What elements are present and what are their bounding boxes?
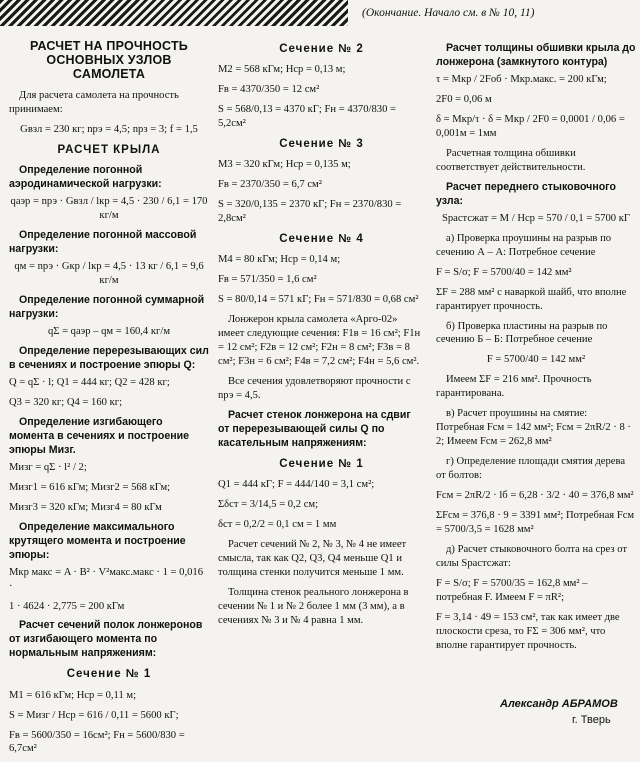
formula: Fв = 5600/350 = 16см²; Fн = 5600/830 = 6,7см² xyxy=(9,729,185,755)
paragraph: Расчет сечений № 2, № 3, № 4 не имеет смысла, так как Q2, Q3, Q4 меньше Q1 и толщина стенки получится меньше 1 мм. xyxy=(218,538,407,578)
formula: Fв = 4370/350 = 12 см² xyxy=(218,84,320,96)
intro-paragraph: Для расчета самолета на прочность принимаем: xyxy=(9,90,179,116)
formula: δ = Mкр/τ · δ = Mкр / 2F0 = 0,0001 / 0,06 = 0,001м = 1мм xyxy=(436,113,625,139)
formula: Fв = 2370/350 = 6,7 см² xyxy=(218,179,322,191)
subheading: Определение максимального крутящего момента и построение эпюры: xyxy=(9,520,186,561)
section-heading: Сечение № 2 xyxy=(279,43,364,55)
formula: F = S/σ; F = 5700/35 = 162,8 мм² – потребная F. Имеем F = πR²; xyxy=(436,578,588,603)
subheading: Расчет переднего стыковочного узла: xyxy=(436,180,616,207)
paragraph: г) Определение площади смятия дерева от болтов: xyxy=(436,456,626,482)
column-2 xyxy=(218,36,425,634)
formula: δст = 0,2/2 = 0,1 см = 1 мм xyxy=(218,519,337,530)
formula: Mкр макс = A · B² · V²макс.макс · 1 = 0,016 · xyxy=(9,566,204,592)
formula: F = 3,14 · 49 = 153 см², так как имеет две плоскости среза, то FΣ = 306 мм², что вполне гарантирует прочность. xyxy=(436,611,620,651)
formula: 1 · 4624 · 2,775 = 200 кГм xyxy=(9,600,125,612)
paragraph: Расчетная толщина обшивки соответствует действительности. xyxy=(436,147,586,173)
formula: qм = nрэ · Gкр / lкр = 4,5 · 13 кг / 6,1 = 9,6 кг/м xyxy=(14,261,204,287)
paragraph: Толщина стенок реального лонжерона в сечении № 1 и № 2 более 1 мм (3 мм), а в сечениях № 3 и № 4 равна 1 мм. xyxy=(218,586,409,626)
formula: Q3 = 320 кг; Q4 = 160 кг; xyxy=(9,396,123,408)
formula: ΣFсм = 376,8 · 9 = 3391 мм²; Потребная Fсм = 5700/3,5 = 1628 мм² xyxy=(436,510,635,536)
formula: Fв = 571/350 = 1,6 см² xyxy=(218,274,317,286)
section-heading: Сечение № 4 xyxy=(279,233,364,246)
subheading: Расчет сечений полок лонжеронов от изгибающего момента по нормальным напряжениям: xyxy=(9,619,203,660)
formula: M2 = 568 кГм; Hср = 0,13 м; xyxy=(218,64,346,76)
formula: S = 568/0,13 = 4370 кГ; Fн = 4370/830 = 5,2см² xyxy=(218,104,396,130)
subheading: Определение изгибающего момента в сечениях и построение эпюры Mизг. xyxy=(9,415,190,456)
formula: Fсм = 2πR/2 · lб = 6,28 · 3/2 · 40 = 376,8 мм² xyxy=(436,490,634,502)
formula: S = 80/0,14 = 571 кГ; Fн = 571/830 = 0,68 см² xyxy=(218,294,419,306)
subheading: Определение погонной массовой нагрузки: xyxy=(9,229,197,256)
section-heading: РАСЧЕТ КРЫЛА xyxy=(57,144,161,157)
formula: F = 5700/40 = 142 мм² xyxy=(486,354,586,366)
continuation-note: (Окончание. Начало см. в № 10, 11) xyxy=(362,7,535,19)
formula: M4 = 80 кГм; Hср = 0,14 м; xyxy=(218,254,341,266)
subheading: Расчет толщины обшивки крыла до лонжерона (замкнутого контура) xyxy=(436,42,636,68)
formula: Σδст = 3/14,5 = 0,2 см; xyxy=(218,499,319,511)
formula: F = S/σ; F = 5700/40 = 142 мм² xyxy=(436,266,572,278)
paragraph: Имеем ΣF = 216 мм². Прочность гарантирована. xyxy=(436,374,592,400)
formula: Gвзл = 230 кг; nрэ = 4,5; nрз = 3; f = 1,5 xyxy=(20,124,198,136)
subheading: Определение перерезывающих сил в сечениях и построение эпюры Q: xyxy=(9,344,209,371)
formula: Sрастсжат = M / Hср = 570 / 0,1 = 5700 кГ xyxy=(441,212,631,224)
section-heading: Сечение № 1 xyxy=(279,457,364,470)
author-city: г. Тверь xyxy=(572,714,611,726)
formula: M3 = 320 кГм; Hср = 0,135 м; xyxy=(218,159,351,171)
paragraph: а) Проверка проушины на разрыв по сечению А – А: Потребное сечение xyxy=(436,232,612,258)
formula: Q = qΣ · l; Q1 = 444 кг; Q2 = 428 кг; xyxy=(9,376,170,388)
paragraph: в) Расчет проушины на смятие: Потребная Fсм = 142 мм²; Fсм = 2πR/2 · 8 · 2; Имеем Fсм = 262,8 мм² xyxy=(436,408,631,448)
paragraph: д) Расчет стыковочного болта на срез от силы Sрастсжат: xyxy=(436,544,627,570)
formula: qаэр = nрэ · Gвзл / lкр = 4,5 · 230 / 6,1 = 170 кг/м xyxy=(10,196,208,222)
paragraph: Все сечения удовлетворяют прочности с nрэ = 4,5. xyxy=(218,376,411,402)
formula: Q1 = 444 кГ; F = 444/140 = 3,1 см²; xyxy=(218,479,375,491)
formula: S = Mизг / Hср = 616 / 0,11 = 5600 кГ; xyxy=(9,709,179,721)
author-name: Александр АБРАМОВ xyxy=(500,698,618,710)
formula: 2F0 = 0,06 м xyxy=(436,93,492,105)
subheading: Определение погонной суммарной нагрузки: xyxy=(9,294,205,321)
column-1 xyxy=(9,36,209,762)
article-title: РАСЧЕТ НА ПРОЧНОСТЬ ОСНОВНЫХ УЗЛОВ САМОЛЕТА xyxy=(30,39,188,81)
paragraph: Лонжерон крыла самолета «Арго-02» имеет следующие сечения: F1в = 16 см²; F1н = 12 см²; F2в = 12 см²; F2н = 8 см²; F3в = 8 см²; F3н = 6 см²; F4в = 7,2 см²; F4н = 5,6 см². xyxy=(218,314,421,368)
formula: Mизг3 = 320 кГм; Mизг4 = 80 кГм xyxy=(9,501,162,513)
formula: Mизг = qΣ · l² / 2; xyxy=(9,461,87,473)
section-heading: Сечение № 1 xyxy=(66,668,152,681)
subheading: Определение погонной аэродинамической нагрузки: xyxy=(9,164,162,191)
formula: Mизг1 = 616 кГм; Mизг2 = 568 кГм; xyxy=(9,481,171,493)
subheading: Расчет стенок лонжерона на сдвиг от перерезывающей силы Q по касательным напряжениям: xyxy=(218,408,411,449)
formula: S = 320/0,135 = 2370 кГ; Fн = 2370/830 = 2,8см² xyxy=(218,199,402,225)
decorative-stripe-band xyxy=(0,0,348,26)
column-3 xyxy=(436,36,636,659)
formula: τ = Mкр / 2Fоб · Mкр.макс. = 200 кГм; xyxy=(436,73,607,85)
paragraph: б) Проверка пластины на разрыв по сечению Б – Б: Потребное сечение xyxy=(436,320,608,346)
formula: M1 = 616 кГм; Hср = 0,11 м; xyxy=(9,689,137,701)
paragraph: ΣF = 288 мм² с наваркой шайб, что вполне гарантирует прочность. xyxy=(436,286,627,312)
section-heading: Сечение № 3 xyxy=(279,138,364,151)
formula: qΣ = qаэр – qм = 160,4 кг/м xyxy=(47,326,171,338)
